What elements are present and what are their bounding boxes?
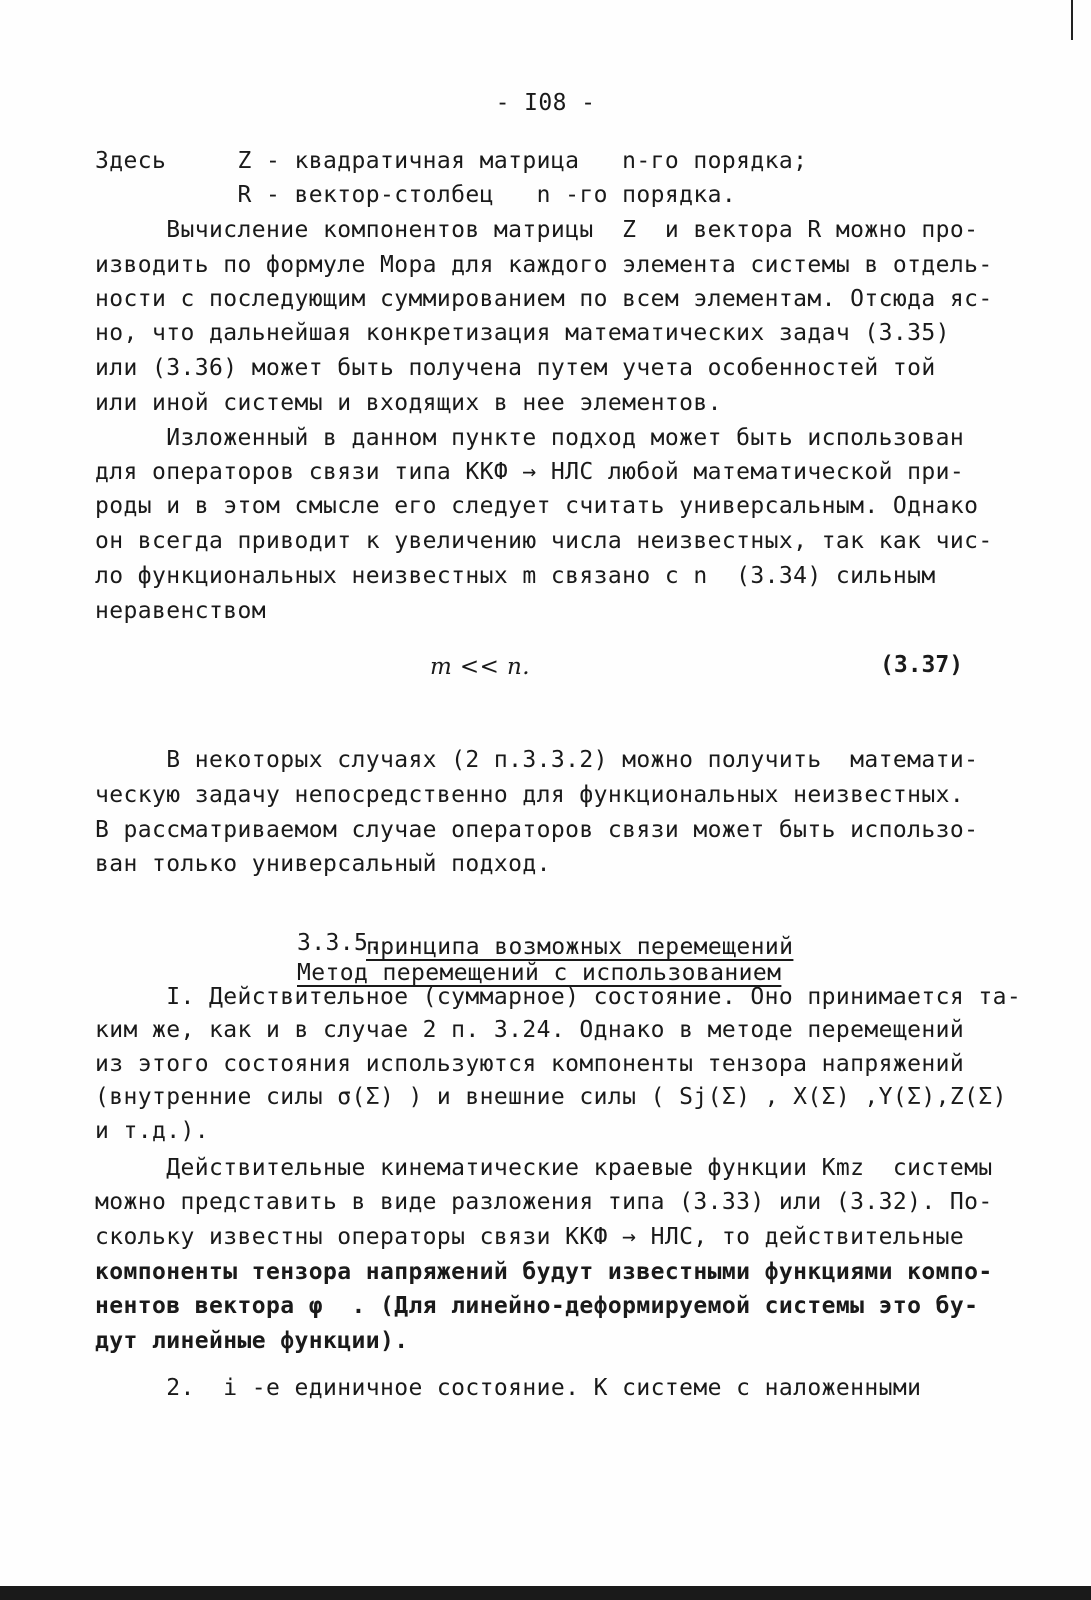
- equation-number: (3.37): [880, 652, 964, 678]
- text-line: скольку известны операторы связи ККФ → НЛС, то действительные: [95, 1224, 965, 1250]
- text-line: В рассматриваемом случае операторов связи может быть использо-: [95, 817, 979, 843]
- text-line: из этого состояния используются компоненты тензора напряжений: [95, 1051, 965, 1077]
- text-line: 2. i -е единичное состояние. К системе с наложенными: [95, 1375, 922, 1401]
- text-line: ким же, как и в случае 2 п. 3.24. Однако в методе перемещений: [95, 1017, 965, 1043]
- text-line: ческую задачу непосредственно для функциональных неизвестных.: [95, 782, 965, 808]
- equation-formula: m << n.: [430, 654, 530, 680]
- text-line: Вычисление компонентов матрицы Z и вектора R можно про-: [95, 217, 979, 243]
- section-title-line1: Метод перемещений с использованием: [297, 960, 782, 986]
- text-line: нентов вектора φ . (Для линейно-деформируемой системы это бу-: [95, 1293, 979, 1319]
- text-line: но, что дальнейшая конкретизация математических задач (3.35): [95, 320, 950, 346]
- text-line: I. Действительное (суммарное) состояние. Оно принимается та-: [95, 984, 1022, 1010]
- text-line: изводить по формуле Мора для каждого элемента системы в отдель-: [95, 252, 993, 278]
- text-line: можно представить в виде разложения типа (3.33) или (3.32). По-: [95, 1189, 993, 1215]
- text-line: компоненты тензора напряжений будут известными функциями компо-: [95, 1259, 993, 1285]
- text-line: дут линейные функции).: [95, 1328, 409, 1354]
- text-line: Изложенный в данном пункте подход может быть использован: [95, 425, 965, 451]
- text-line: (внутренние силы σ(Σ) ) и внешние силы ( Sj(Σ) , X(Σ) ,Y(Σ),Z(Σ): [95, 1084, 1007, 1110]
- scan-edge-line: [1071, 0, 1073, 40]
- text-line: ван только универсальный подход.: [95, 851, 551, 877]
- text-line: R - вектор-столбец n -го порядка.: [95, 182, 737, 208]
- text-line: он всегда приводит к увеличению числа неизвестных, так как чис-: [95, 528, 993, 554]
- text-line: или (3.36) может быть получена путем учета особенностей той: [95, 355, 936, 381]
- text-line: ло функциональных неизвестных m связано с n (3.34) сильным: [95, 563, 936, 589]
- text-line: ности с последующим суммированием по всем элементам. Отсюда яс-: [95, 286, 993, 312]
- text-line: неравенством: [95, 598, 266, 624]
- text-line: роды и в этом смысле его следует считать универсальным. Однако: [95, 493, 979, 519]
- page-number: - I08 -: [495, 90, 596, 116]
- text-line: В некоторых случаях (2 п.3.3.2) можно получить математи-: [95, 747, 979, 773]
- section-title-line2: принципа возможных перемещений: [366, 934, 794, 960]
- text-line: Действительные кинематические краевые функции Kmz системы: [95, 1155, 993, 1181]
- text-line: для операторов связи типа ККФ → НЛС любой математической при-: [95, 459, 965, 485]
- text-line: или иной системы и входящих в нее элементов.: [95, 390, 722, 416]
- text-line: Здесь Z - квадратичная матрица n-го порядка;: [95, 148, 808, 174]
- section-number: 3.3.5.: [297, 930, 383, 956]
- scan-bottom-edge: [0, 1586, 1091, 1600]
- text-line: и т.д.).: [95, 1118, 209, 1144]
